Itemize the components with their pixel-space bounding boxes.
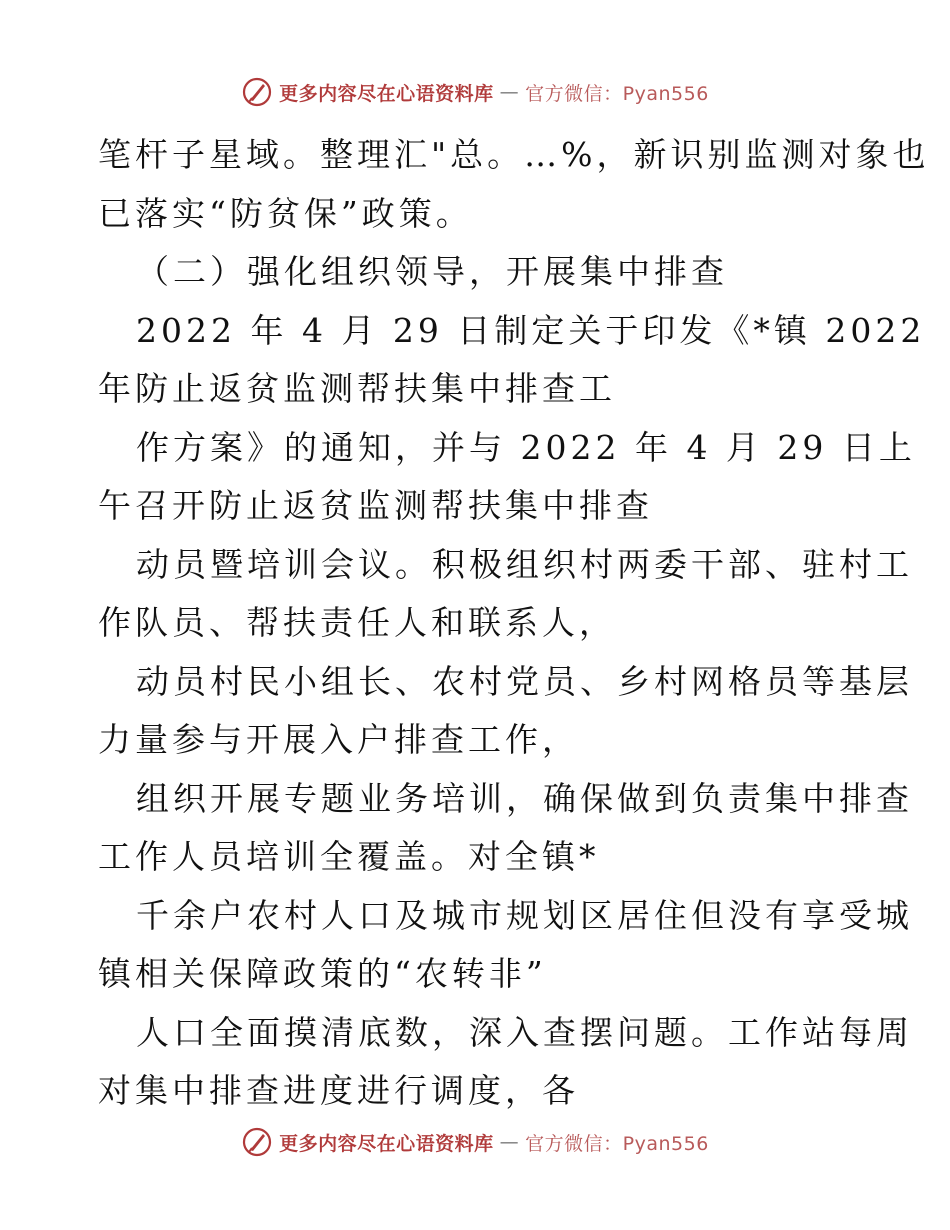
text-line: 镇相关保障政策的“农转非” <box>98 954 547 993</box>
watermark-contact: 官方微信：Pyan556 <box>525 1132 709 1155</box>
text-line: 作队员、帮扶责任人和联系人， <box>98 603 616 642</box>
watermark-title: 更多内容尽在心语资料库 <box>279 1132 494 1155</box>
text-line: （二）强化组织领导，开展集中排查 <box>136 252 728 291</box>
watermark-header <box>0 76 950 108</box>
quill-logo-icon <box>241 1126 273 1158</box>
watermark-separator: — <box>499 81 520 103</box>
text-line: 力量参与开展入户排查工作， <box>98 720 579 759</box>
text-line: 2022 年 4 月 29 日制定关于印发《*镇 2022 <box>136 310 926 350</box>
text-line: 工作人员培训全覆盖。对全镇* <box>98 837 600 876</box>
text-line: 笔杆子星域。整理汇"总。…%，新识别监测对象也 <box>98 135 930 174</box>
text-line: 已落实“防贫保”政策。 <box>98 193 473 233</box>
text-line: 人口全面摸清底数，深入查摆问题。工作站每周 <box>136 1012 913 1052</box>
text-line: 对集中排查进度进行调度，各 <box>98 1071 579 1110</box>
text-line: 千余户农村人口及城市规划区居住但没有享受城 <box>136 895 913 935</box>
text-line: 年防止返贫监测帮扶集中排查工 <box>98 369 616 408</box>
text-line: 午召开防止返贫监测帮扶集中排查 <box>98 486 653 525</box>
text-line: 动员暨培训会议。积极组织村两委干部、驻村工 <box>136 544 913 584</box>
watermark-title: 更多内容尽在心语资料库 <box>279 82 494 105</box>
watermark-separator: — <box>499 1131 520 1153</box>
text-line: 动员村民小组长、农村党员、乡村网格员等基层 <box>136 661 913 701</box>
document-body <box>98 126 930 1121</box>
watermark-contact: 官方微信：Pyan556 <box>525 82 709 105</box>
quill-logo-icon <box>241 76 273 108</box>
text-line: 组织开展专题业务培训，确保做到负责集中排查 <box>136 778 913 818</box>
watermark-footer <box>0 1126 950 1158</box>
text-line: 作方案》的通知，并与 2022 年 4 月 29 日上 <box>136 427 916 467</box>
